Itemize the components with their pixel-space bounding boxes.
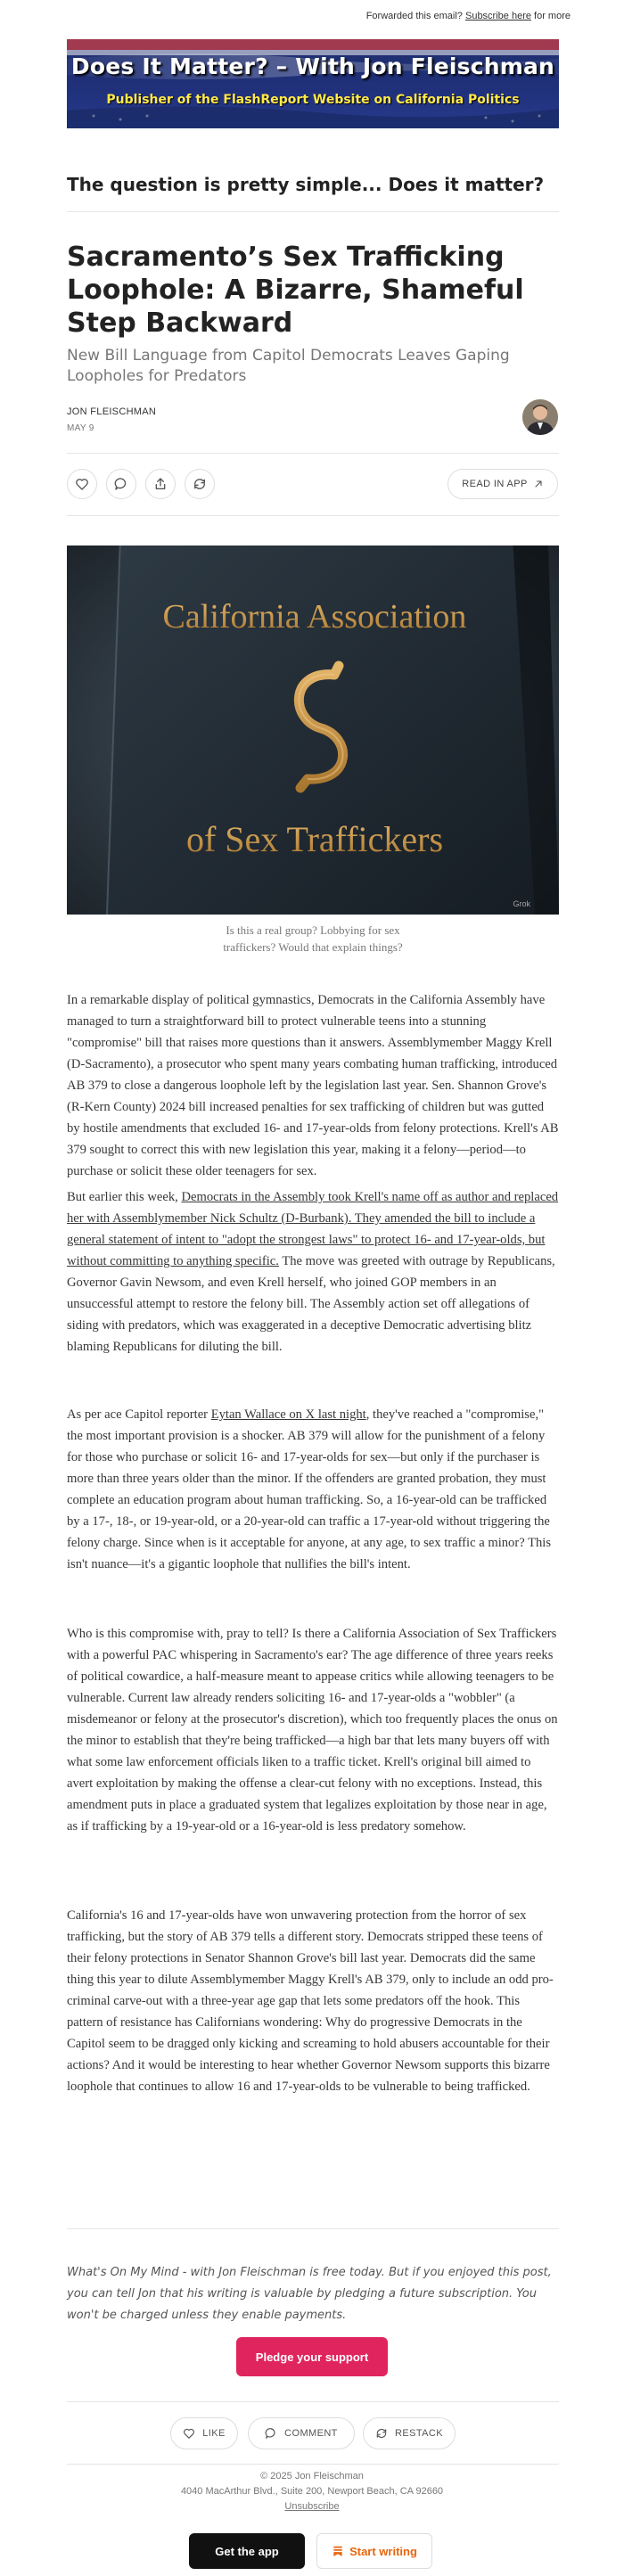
- footer-like-button[interactable]: [170, 2417, 238, 2449]
- paragraph-2-prefix: But earlier this week,: [67, 1190, 182, 1204]
- paragraph-3-suffix: , they've reached a "compromise," the most important provision is a shocker. AB 379 will allow for the punishment of a felony for those who purchase or solicit 16- and 17-year-olds for sex—but only if the purchaser is more than three years older than the minor. If the offenders are granted probation, they must complete an education program about human trafficking. So, a 16-year-old can be trafficked by a 17-, 18-, or 19-year-old, or a 20-year-old can traffic a 17-year-old without triggering the felony charge. Since when is it acceptable for anyone, at any age, to sex traffic a minor? This isn't nuance—it's a gigantic loophole that nullifies the bill's intent.: [67, 1407, 552, 1571]
- paragraph-2: [67, 1186, 559, 1358]
- author-name[interactable]: JON FLEISCHMAN: [67, 406, 157, 417]
- forwarded-note: [366, 11, 571, 21]
- start-writing-label: Start writing: [349, 2544, 417, 2558]
- heart-icon: [75, 477, 89, 491]
- newsletter-tagline: The question is pretty simple... Does it matter?: [67, 174, 545, 195]
- heart-icon: [183, 2427, 195, 2440]
- read-in-app-button[interactable]: [447, 469, 558, 499]
- newsletter-banner[interactable]: [67, 39, 559, 128]
- footer-comment-button[interactable]: [248, 2417, 355, 2449]
- banner-title: Does It Matter? – With Jon Fleischman: [70, 53, 555, 79]
- assembly-article-link[interactable]: Democrats in the Assembly took Krell's name off as author and replaced her with Assemblymember Nick Schultz (D-Burbank). They amended the bill to include a general statement of intent to "adopt the strongest laws" to protect 16- and 17-year-olds, but without committing to anything specific.: [67, 1190, 559, 1268]
- subscribe-link[interactable]: Subscribe here: [464, 11, 531, 21]
- get-app-button[interactable]: Get the app: [189, 2533, 305, 2569]
- flag-background: [67, 39, 559, 128]
- footer-like-label: LIKE: [202, 2428, 226, 2439]
- unsubscribe-link[interactable]: Unsubscribe: [284, 2501, 340, 2512]
- start-writing-button[interactable]: [316, 2533, 432, 2569]
- post-title[interactable]: Sacramento’s Sex Trafficking Loophole: A Bizarre, Shameful Step Backward: [67, 242, 524, 339]
- share-button[interactable]: [145, 469, 176, 499]
- share-icon: [153, 477, 168, 491]
- restack-icon: [375, 2427, 388, 2440]
- divider: [67, 2464, 559, 2465]
- copyright: © 2025 Jon Fleischman: [260, 2471, 364, 2482]
- paragraph-3: [67, 1404, 559, 1575]
- mailing-address: 4040 MacArthur Blvd., Suite 200, Newport Beach, CA 92660: [180, 2486, 444, 2497]
- restack-button[interactable]: [185, 469, 215, 499]
- divider: [67, 453, 559, 454]
- read-in-app-label: READ IN APP: [462, 479, 528, 489]
- eytan-wallace-link[interactable]: Eytan Wallace on X last night: [210, 1407, 366, 1422]
- footer-comment-label: COMMENT: [284, 2428, 338, 2439]
- footer-restack-button[interactable]: [363, 2417, 456, 2449]
- sign-line-1: California Association: [162, 598, 467, 636]
- divider: [67, 211, 559, 212]
- comment-icon: [114, 477, 128, 491]
- paragraph-3-prefix: As per ace Capitol reporter: [67, 1407, 211, 1422]
- hero-image[interactable]: [67, 546, 559, 915]
- post-subtitle: New Bill Language from Capitol Democrats Leaves Gaping Loopholes for Predators: [67, 347, 510, 385]
- image-caption: Is this a real group? Lobbying for sex traffickers? Would that explain things?: [223, 923, 403, 954]
- divider: [67, 515, 559, 516]
- comment-button[interactable]: [106, 469, 136, 499]
- image-watermark: Grok: [513, 899, 530, 908]
- divider: [67, 2401, 559, 2402]
- divider: [67, 2228, 559, 2229]
- avatar-portrait: [522, 399, 558, 435]
- restack-icon: [193, 477, 207, 491]
- forwarded-prefix: Forwarded this email?: [365, 11, 465, 21]
- forwarded-suffix: for more: [530, 11, 571, 21]
- pledge-support-button[interactable]: Pledge your support: [236, 2337, 388, 2376]
- post-date: MAY 9: [67, 423, 94, 433]
- paragraph-1: In a remarkable display of political gymnastics, Democrats in the California Assembly have managed to turn a straightforward bill to protect vulnerable teens into a stunning "compromise" bill that raises more questions than it answers. Assemblymember Maggy Krell (D-Sacramento), a prosecutor who spent many years combating human trafficking, introduced AB 379 to close a dangerous loophole left by the legislation last year. Sen. Shannon Grove's (R-Kern County) 2024 bill increased penalties for sex trafficking of children but was gutted by hostile amendments that excluded 16- and 17-year-olds from felony protections. Krell's AB 379 sought to correct this with new legislation this year, making it a felony—period—to purchase or solicit these older teenagers for sex.: [67, 993, 559, 1178]
- banner-subtitle: Publisher of the FlashReport Website on California Politics: [106, 93, 520, 107]
- footer-restack-label: RESTACK: [395, 2428, 443, 2439]
- sign-line-2: of Sex Traffickers: [185, 819, 444, 859]
- paragraph-4: Who is this compromise with, pray to tell? Is there a California Association of Sex Traffickers with a powerful PAC whispering in Sacramento's ear? The age difference of three years reeks of political cowardice, a half-measure meant to appease critics while allowing teenagers to be vulnerable. Current law already renders soliciting 16- and 17-year-olds a "wobbler" (a misdemeanor or felony at the prosecutor's discretion), which too frequently places the onus on the minor to establish that they're being trafficked—a high bar that lets many buyers off with what some law enforcement officials liken to a traffic ticket. Krell's original bill aimed to avert exploitation by making the offense a clear-cut felony with no exceptions. Instead, this amendment puts in place a graduated system that legalizes exploitation by those near in age, as if trafficking by a 19-year-old or a 16-year-old is less predatory somehow.: [67, 1627, 558, 1834]
- arrow-up-right-icon: [533, 479, 544, 489]
- author-avatar[interactable]: [522, 399, 558, 435]
- paragraph-5: California's 16 and 17-year-olds have won unwavering protection from the horror of sex trafficking, but the story of AB 379 tells a different story. Democrats stripped these teens of their felony protections in Senator Shannon Grove's bill last year. Democrats did the same thing this year to dilute Assemblymember Maggy Krell's AB 379, only to include an odd pro-criminal carve-out with a three-year age gap that lets some predators off the hook. This pattern of resistance has Californians wondering: Why do progressive Democrats in the Capitol seem to be dragged only kicking and screaming to hold abusers accountable for their actions? And it would be interesting to hear whether Governor Newsom supports this bizarre loophole that continues to allow 16 and 17-year-olds to be vulnerable to being trafficked.: [67, 1908, 554, 2094]
- like-button[interactable]: [67, 469, 97, 499]
- comment-icon: [265, 2427, 277, 2440]
- hero-illustration: [67, 546, 559, 915]
- pledge-note: What's On My Mind - with Jon Fleischman is free today. But if you enjoyed this post, you can tell Jon that his writing is valuable by pledging a future subscription. You won't be charged unless they enable payments.: [67, 2266, 552, 2322]
- paragraph-2-suffix: The move was greeted with outrage by Republicans, Governor Gavin Newsom, and even Krell herself, who joined GOP members in an unsuccessful attempt to restore the felony bill. The Assembly action set off allegations of siding with predators, which was exaggerated in a deceptive Democratic advertising blitz blaming Republicans for diluting the bill.: [67, 1254, 555, 1354]
- substack-logo-icon: [332, 2545, 344, 2557]
